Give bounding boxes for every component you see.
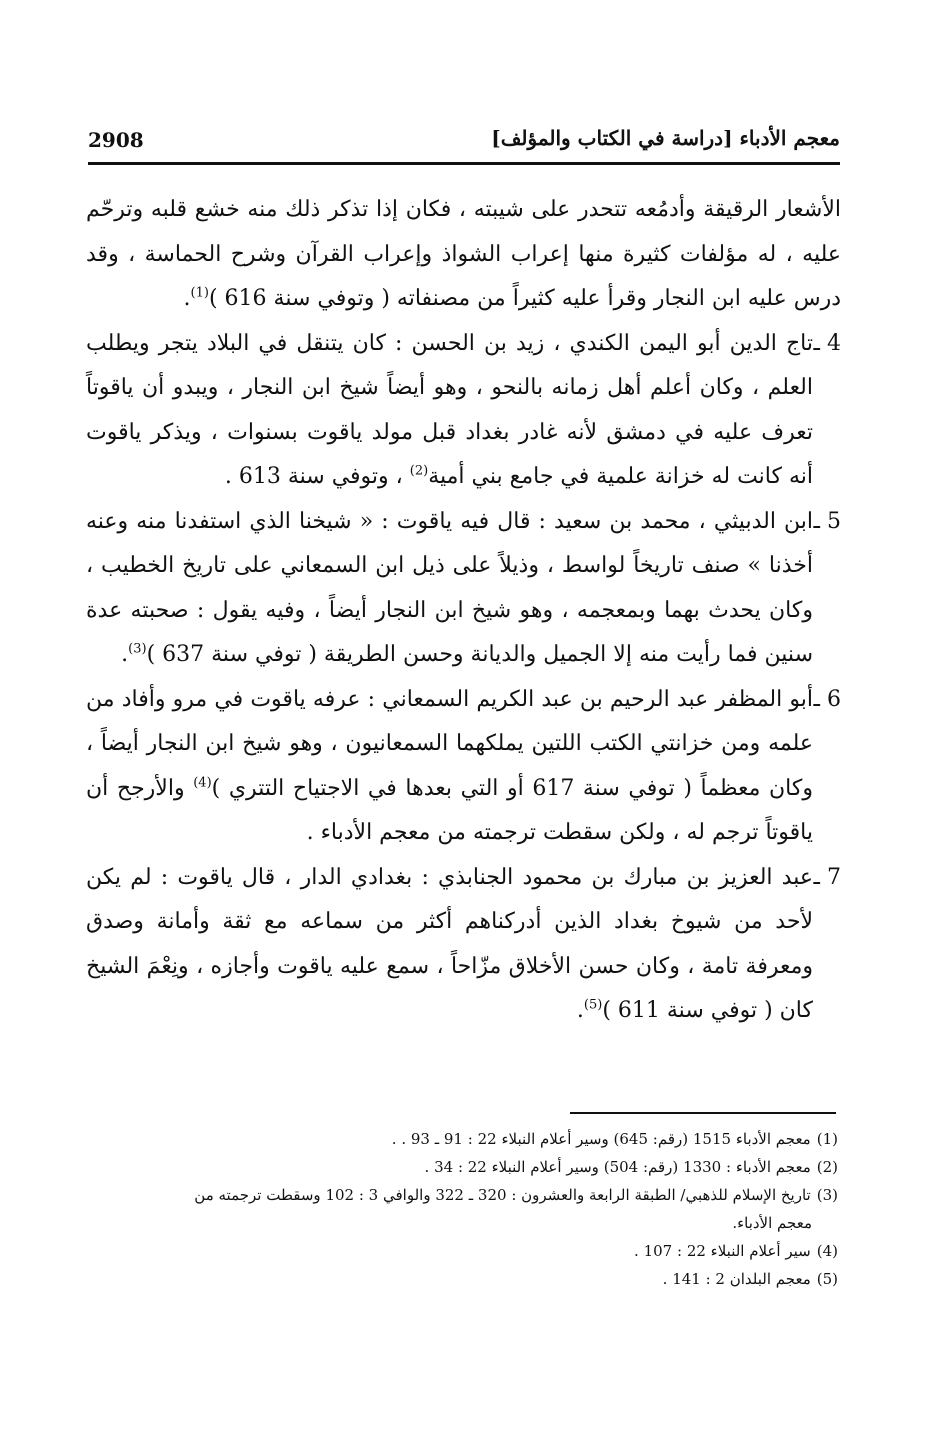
footnote-continuation: معجم الأدباء. (732, 1214, 812, 1232)
footnotes (80, 1125, 838, 1293)
item-number: 6 ـ (813, 686, 841, 712)
body-text (86, 188, 841, 1034)
footnote-ref: (3) (128, 641, 147, 657)
item-number: 7 ـ (813, 864, 841, 890)
footnote: (5)معجم البلدان 2 : 141 . (662, 1270, 838, 1288)
item-number: 4 ـ (813, 330, 841, 356)
footnote: (2)معجم الأدباء : 1330 (رقم: 504) وسير أعلام النبلاء 22 : 34 . (424, 1158, 838, 1176)
footnote: (3)تاريخ الإسلام للذهبي/ الطبقة الرابعة والعشرون : 320 ـ 322 والوافي 3 : 102 وسقطت ترجمته من (194, 1186, 838, 1204)
list-item: 5 ـ ابن الدبيثي ، محمد بن سعيد : قال فيه ياقوت : « شيخنا الذي استفدنا منه وعنه أخذنا » صنف تاريخاً لواسط ، وذيلاً على ذيل ابن السمعاني على تاريخ الخطيب ، وكان يحدث بهما وبمعجمه ، وهو شيخ ابن النجار أيضاً ، وفيه يقول : صحبته عدة سنين فما رأيت منه إلا الجميل والديانة وحسن الطريقة ( توفي سنة 637 )$^{(3)}$. (86, 500, 841, 678)
footnote: (4)سير أعلام النبلاء 22 : 107 . (634, 1242, 838, 1260)
intro-paragraph: الأشعار الرقيقة وأدمُعه تتحدر على شيبته ، فكان إذا تذكر ذلك منه خشع قلبه وترحّم عليه ، له مؤلفات كثيرة منها إعراب الشواذ وإعراب القرآن وشرح الحماسة ، وقد درس عليه ابن النجار وقرأ عليه كثيراً من مصنفاته ( وتوفي سنة 616 )$^{(1)}$. (86, 197, 841, 311)
list-item: 7 ـ عبد العزيز بن مبارك بن محمود الجنابذي : بغدادي الدار ، قال ياقوت : لم يكن لأحد من شيوخ بغداد الذين أدركناهم أكثر من سماعه مع ثقة وأمانة وصدق ومعرفة تامة ، وكان حسن الأخلاق مزّاحاً ، سمع عليه ياقوت وأجازه ، ونِعْمَ الشيخ كان ( توفي سنة 611 )$^{(5)}$. (86, 856, 841, 1034)
footnote-ref: (2) (409, 463, 429, 479)
footnote-ref: (4) (193, 775, 212, 791)
page-number: 2908 (88, 128, 144, 152)
list-item: 6 ـ أبو المظفر عبد الرحيم بن عبد الكريم السمعاني : عرفه ياقوت في مرو وأفاد من علمه ومن خزانتي الكتب اللتين يملكهما السمعانيون ، وهو شيخ ابن النجار أيضاً ، وكان معظماً ( توفي سنة 617 أو التي بعدها في الاجتياح التتري )$^{(4)}$ والأرجح أن ياقوتاً ترجم له ، ولكن سقطت ترجمته من معجم الأدباء . (86, 678, 841, 856)
footnote-ref: (1) (190, 285, 209, 301)
header-rule (88, 162, 840, 165)
footnote-rule (570, 1112, 836, 1114)
running-title: معجم الأدباء [دراسة في الكتاب والمؤلف] (491, 126, 840, 150)
footnote: (1)معجم الأدباء 1515 (رقم: 645) وسير أعلام النبلاء 22 : 91 ـ 93 . . (391, 1130, 838, 1148)
list-item: 4 ـ تاج الدين أبو اليمن الكندي ، زيد بن الحسن : كان يتنقل في البلاد يتجر ويطلب العلم ، وكان أعلم أهل زمانه بالنحو ، وهو أيضاً شيخ ابن النجار ، ويبدو أن ياقوتاً تعرف عليه في دمشق لأنه غادر بغداد قبل مولد ياقوت بسنوات ، ويذكر ياقوت أنه كانت له خزانة علمية في جامع بني أمية$^{(2)}$ ، وتوفي سنة 613 . (86, 322, 841, 500)
item-number: 5 ـ (813, 508, 841, 534)
footnote-ref: (5) (583, 997, 603, 1013)
page-header (88, 118, 840, 168)
